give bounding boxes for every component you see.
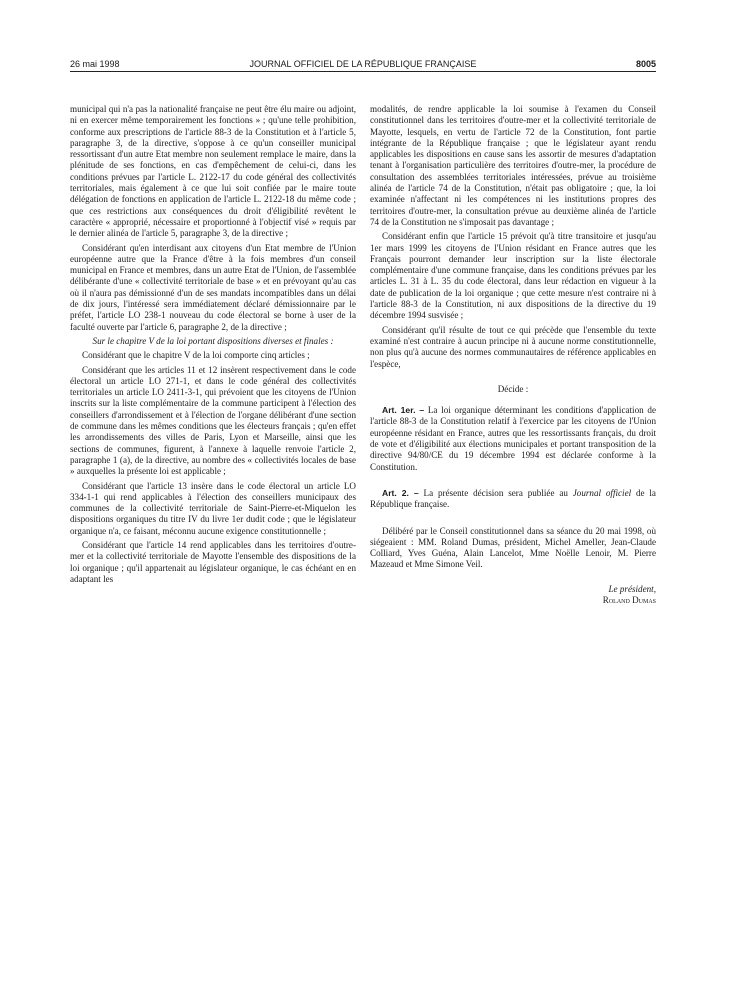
decision-heading: Décide : [497, 383, 529, 394]
paragraph: Considérant que le chapitre V de la loi comporte cinq articles ; [82, 350, 310, 361]
journal-name: Journal officiel [572, 487, 632, 498]
left-column [70, 104, 356, 585]
paragraph: Considérant que l'article 13 insère dans le code électoral un article LO 334-1-1 qui rend applicables à l'élection des conseillers municipaux des communes de la collectivité territoriale de Saint-Pierre-et-Miquelon les dispositions organiques du titre IV du livre 1er dudit code ; que le législateur organique n'a, ce faisant, méconnu aucune exigence constitutionnelle ; [70, 480, 356, 536]
signature-block [370, 584, 656, 607]
article-2-label: Art. 2. – [382, 487, 419, 498]
deliberation-paragraph: Délibéré par le Conseil constitutionnel dans sa séance du 20 mai 1998, où siégeaient : MM. Roland Dumas, président, Michel Ameller, Jean-Claude Colliard, Yves Guéna, Alain Lancelot, Mme Noëlle Lenoir, M. Pierre Mazeaud et Mme Simone Veil. [370, 525, 656, 570]
paragraph: Considérant qu'il résulte de tout ce qui précède que l'ensemble du texte examiné n'est contraire à aucun principe ni à aucune norme constitutionnelle, non plus qu'à aucune des normes communautaires de référence applicables en l'espèce, [370, 324, 656, 369]
right-column [370, 104, 656, 606]
paragraph: Considérant que les articles 11 et 12 insèrent respectivement dans le code électoral un article LO 271-1, et dans le code général des collectivités territoriales un article LO 2411-3-1, qui prévoient que les citoyens de l'Union inscrits sur la liste complémentaire de la commune participent à l'élection des conseillers d'arrondissement et à l'élection de l'organe délibérant d'une section de commune dans les mêmes conditions que les électeurs français ; qu'en effet les arrondissements des villes de Paris, Lyon et Marseille, ainsi que les sections de communes, figurent, à l'annexe à laquelle renvoie l'article 2, paragraphe 1 (a), de la directive, au nombre des « collectivités locales de base » auxquelles la présente loi est applicable ; [70, 364, 356, 477]
article-2 [370, 488, 656, 511]
article-2-text-before: La présente décision sera publiée au [423, 487, 568, 498]
page-header [70, 55, 656, 71]
paragraph: modalités, de rendre applicable la loi soumise à l'examen du Conseil constitutionnel dans les territoires d'outre-mer et la collectivité territoriale de Mayotte, lesquels, en vertu de l'article 72 de la Constitution, font partie intégrante de la République française ; que le législateur ayant rendu applicables les dispositions en cause sans les assortir de mesures d'adaptation tenant à l'organisation particulière des territoires d'outre-mer, la procédure de consultation des assemblées territoriales intéressées, prévue au troisième alinéa de l'article 74 de la Constitution, n'était pas obligatoire ; que, la loi examinée n'affectant ni les compétences ni les institutions propres des territoires d'outre-mer, la consultation prévue au deuxième alinéa de l'article 74 de la Constitution ne s'imposait pas davantage ; [370, 104, 656, 227]
signature-name: Roland Dumas [602, 594, 656, 605]
article-1 [370, 405, 656, 473]
paragraph: municipal qui n'a pas la nationalité française ne peut être élu maire ou adjoint, ni en exercer même temporairement les fonctions » ; qu'une telle prohibition, conforme aux prescriptions de l'article 88-3 de la Constitution et à l'article 5, paragraphe 3, de la directive, s'oppose à ce qu'un conseiller municipal ressortissant d'un autre Etat membre non seulement remplace le maire, dans la plénitude de ses fonctions, en cas d'empêchement de celui-ci, dans les conditions prévues par l'article L. 2122-17 du code général des collectivités territoriales, mais également à ce que lui soit confiée par le maire toute délégation de fonctions en application de l'article L. 2122-18 du même code ; que ces restrictions aux conséquences du droit d'éligibilité revêtent le caractère « approprié, nécessaire et proportionné à l'objectif visé » requis par le dernier alinéa de l'article 5, paragraphe 3, de la directive ; [70, 104, 356, 239]
publication-date: 26 mai 1998 [70, 59, 120, 69]
paragraph: Considérant qu'en interdisant aux citoyens d'un Etat membre de l'Union européenne autre que la France d'être à la fois membres d'un conseil municipal en France et membres, dans un autre Etat de l'Union, de l'assemblée délibérante d'une « collectivité territoriale de base » et en prévoyant qu'au cas où il n'aura pas démissionné d'un de ses mandats incompatibles dans un délai de dix jours, l'intéressé sera immédiatement déclaré démissionnaire par le préfet, l'article LO 238-1 nouveau du code électoral se borne à user de la faculté ouverte par l'article 6, paragraphe 2, de la directive ; [70, 242, 356, 332]
article-2-text-after: de la République française. [370, 487, 656, 510]
article-1-text: La loi organique déterminant les conditions d'application de l'article 88-3 de la Constitution relatif à l'exercice par les citoyens de l'Union européenne résidant en France, autres que les ressortissants français, du droit de vote et d'éligibilité aux élections municipales et portant transposition de la directive 94/80/CE du 19 décembre 1994 est déclarée conforme à la Constitution. [370, 405, 657, 472]
page-number: 8005 [635, 59, 656, 69]
article-1-label: Art. 1er. – [382, 405, 425, 416]
signature-title: Le président, [608, 583, 656, 594]
journal-title: JOURNAL OFFICIEL DE LA RÉPUBLIQUE FRANÇAISE [249, 59, 477, 69]
header-rule [70, 71, 656, 72]
paragraph: Considérant que l'article 14 rend applicables dans les territoires d'outre-mer et la collectivité territoriale de Mayotte l'ensemble des dispositions de la loi organique ; qu'il appartenait au législateur organique, le cas échéant en en adaptant les [70, 539, 356, 584]
section-heading: Sur le chapitre V de la loi portant dispositions diverses et finales : [92, 335, 334, 346]
paragraph: Considérant enfin que l'article 15 prévoit qu'à titre transitoire et jusqu'au 1er mars 1999 les citoyens de l'Union résidant en France autres que les Français pourront demander leur inscription sur la liste électorale complémentaire d'une commune française, dans les conditions prévues par les articles L. 31 à L. 35 du code électoral, dans leur rédaction en vigueur à la date de publication de la loi organique ; que cette mesure n'est contraire ni à l'article 88-3 de la Constitution, ni aux dispositions de la directive du 19 décembre 1994 susvisée ; [370, 231, 656, 321]
